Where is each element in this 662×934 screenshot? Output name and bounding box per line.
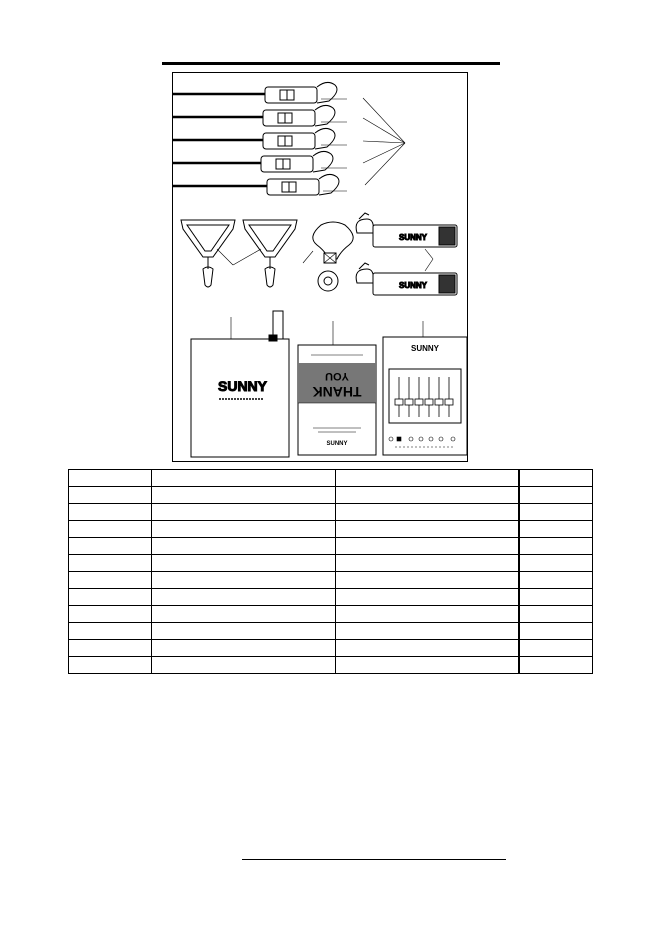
band-1 [173,82,337,103]
table-cell [336,538,520,555]
table-cell [152,572,336,589]
table-cell [152,657,336,674]
box-logo: SUNNY [410,344,440,353]
table-cell [519,623,593,640]
table-cell [519,640,593,657]
table-cell [152,555,336,572]
table-cell [519,470,593,487]
table-cell [152,623,336,640]
table-cell [336,657,520,674]
table-cell [519,572,593,589]
table-cell [519,589,593,606]
table-cell [336,487,520,504]
ankle-straps [356,213,457,295]
handles [181,220,297,287]
table-cell [519,487,593,504]
table-cell [69,538,152,555]
table-cell [519,521,593,538]
table-cell [69,589,152,606]
thank-you-card-logo: SUNNY [326,441,348,447]
table-cell [69,521,152,538]
table-row [69,504,593,521]
ankle-strap-1-logo: SUNNY [399,233,428,242]
table-row [69,487,593,504]
ankle-strap-2-logo: SUNNY [399,281,428,290]
thank-you-card-word-you: YOU [325,370,349,382]
table-cell [519,657,593,674]
table-cell [69,487,152,504]
table-cell [519,538,593,555]
table-cell [69,606,152,623]
parts-diagram [172,72,468,462]
thank-you-card-word-thank: THANK [312,384,362,400]
table-cell [69,623,152,640]
table-cell [152,487,336,504]
table-cell [152,606,336,623]
band-4 [173,151,333,172]
header-rule [162,62,500,65]
table-row [69,640,593,657]
table-cell [336,521,520,538]
table-cell [336,589,520,606]
table-cell [152,640,336,657]
band-5 [173,174,339,195]
table-cell [519,504,593,521]
table-row [69,538,593,555]
parts-list-table [68,469,593,674]
footer-rule [242,859,506,860]
table-cell [69,555,152,572]
table-row [69,555,593,572]
table-cell [336,606,520,623]
thank-you-card [298,321,376,455]
resistance-bands [173,82,405,195]
table-cell [69,657,152,674]
retail-box [383,321,467,455]
table-cell [152,504,336,521]
table-cell [69,572,152,589]
table-cell [152,538,336,555]
door-anchor [303,222,353,291]
table-cell [336,504,520,521]
table-cell [152,521,336,538]
table-cell [336,640,520,657]
table-cell [152,470,336,487]
table-cell [336,623,520,640]
table-cell [336,555,520,572]
table-row [69,521,593,538]
table-row [69,606,593,623]
band-2 [173,105,335,126]
bag-logo: SUNNY [218,378,268,394]
table-row [69,470,593,487]
table-cell [152,589,336,606]
table-cell [519,555,593,572]
table-row [69,623,593,640]
table-cell [69,470,152,487]
table-row [69,657,593,674]
band-leader-lines [321,98,405,191]
table-cell [69,640,152,657]
table-cell [336,572,520,589]
parts-diagram-drawing [173,73,469,463]
table-cell [69,504,152,521]
band-3 [173,128,335,149]
table-cell [336,470,520,487]
table-cell [519,606,593,623]
table-row [69,589,593,606]
carry-bag [191,311,289,457]
table-row [69,572,593,589]
